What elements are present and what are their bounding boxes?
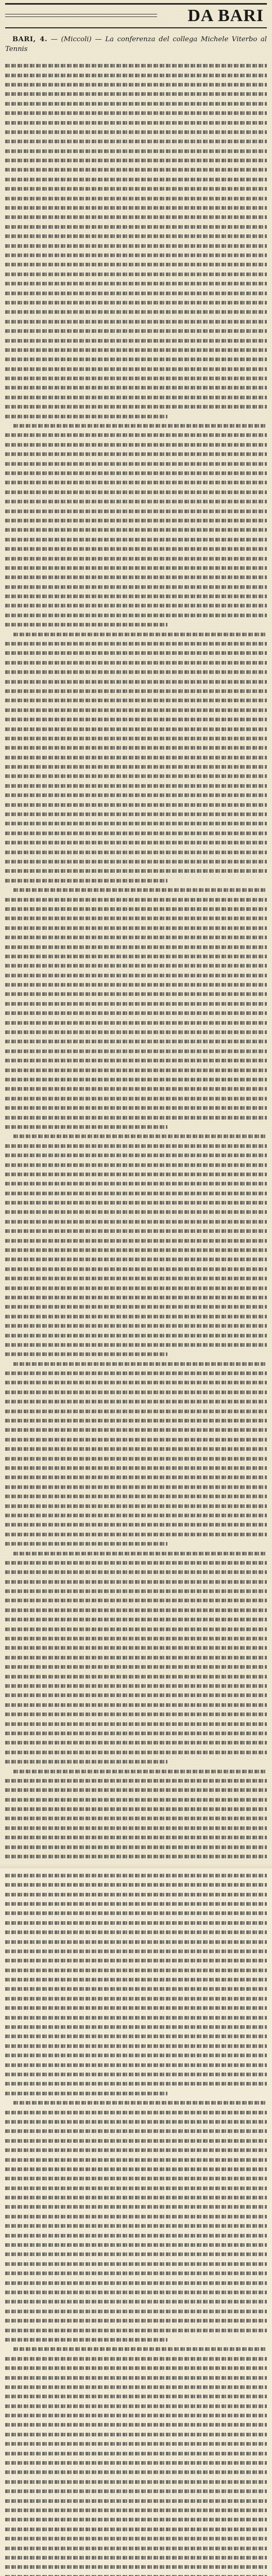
illegible-text-line	[5, 383, 267, 392]
illegible-text-line	[5, 961, 267, 970]
illegible-text-line	[5, 1340, 267, 1349]
illegible-text-line	[5, 1416, 267, 1425]
illegible-text-line	[5, 989, 267, 998]
illegible-text-line	[5, 1946, 267, 1956]
illegible-text-line	[5, 980, 267, 989]
illegible-text-line	[5, 2515, 267, 2524]
illegible-text-line	[5, 506, 267, 516]
illegible-text-line	[5, 667, 267, 676]
illegible-text-line	[5, 999, 267, 1008]
illegible-text-line	[5, 1681, 267, 1690]
illegible-text-line	[5, 1321, 267, 1330]
article-body-text	[5, 61, 267, 2576]
illegible-text-line	[5, 1899, 267, 1908]
illegible-text-line	[5, 250, 267, 260]
illegible-text-line	[5, 1833, 267, 1842]
illegible-text-line	[5, 478, 267, 487]
illegible-text-line	[5, 2316, 267, 2325]
illegible-text-line	[5, 1871, 267, 1880]
illegible-text-line	[5, 1520, 267, 1529]
paper-edge	[0, 1863, 272, 1868]
illegible-text-line	[5, 1880, 267, 1889]
illegible-text-line	[5, 2401, 267, 2411]
illegible-text-line	[5, 2259, 267, 2268]
illegible-text-line	[5, 364, 267, 374]
illegible-text-line	[5, 2183, 267, 2193]
illegible-text-line	[5, 1454, 267, 1463]
illegible-text-line	[5, 1586, 267, 1596]
illegible-text-line	[5, 1937, 267, 1946]
illegible-text-line	[5, 2439, 267, 2448]
illegible-text-line	[5, 696, 267, 705]
illegible-text-line	[5, 1056, 267, 1065]
illegible-text-line	[5, 753, 267, 762]
illegible-text-line	[5, 895, 267, 904]
illegible-text-line	[5, 1615, 267, 1624]
illegible-text-line	[5, 269, 267, 279]
illegible-text-line	[5, 345, 267, 354]
illegible-text-line	[5, 1634, 267, 1643]
illegible-text-line	[5, 279, 267, 288]
illegible-text-line	[5, 1008, 267, 1018]
illegible-text-line	[5, 734, 267, 743]
illegible-text-line	[5, 1387, 267, 1397]
illegible-text-line	[5, 591, 267, 601]
illegible-text-line	[5, 184, 267, 193]
article-subhead: La conferenza del collega Michele Viterbo al Tennis	[5, 36, 267, 53]
illegible-text-line	[5, 2553, 267, 2562]
illegible-text-line	[5, 2240, 267, 2249]
illegible-text-line	[5, 118, 267, 127]
illegible-text-line	[5, 146, 267, 156]
illegible-text-line	[5, 1094, 267, 1103]
illegible-text-line	[5, 1757, 267, 1766]
illegible-text-line	[5, 828, 267, 838]
illegible-text-line	[5, 1170, 267, 1179]
illegible-text-line	[5, 2174, 267, 2183]
illegible-text-line	[5, 1605, 267, 1615]
illegible-text-line	[5, 639, 267, 648]
illegible-text-line	[5, 913, 267, 923]
illegible-text-line	[5, 2126, 267, 2136]
illegible-text-line	[5, 781, 267, 790]
illegible-text-line	[5, 108, 267, 117]
illegible-text-line	[5, 2013, 267, 2022]
illegible-text-line	[5, 2136, 267, 2145]
illegible-text-line	[5, 2392, 267, 2401]
illegible-text-line	[5, 2326, 267, 2335]
illegible-text-line	[5, 222, 267, 231]
illegible-text-line	[5, 1890, 267, 1899]
illegible-text-line	[5, 402, 267, 411]
illegible-text-line	[5, 1965, 267, 1975]
illegible-text-line	[5, 459, 267, 468]
illegible-text-line	[5, 1084, 267, 1093]
illegible-text-line	[5, 449, 267, 459]
illegible-text-line	[5, 1264, 267, 1274]
illegible-text-line	[5, 1852, 267, 1861]
dateline: BARI, 4.	[12, 36, 47, 44]
illegible-text-line	[5, 1748, 267, 1757]
illegible-text-line	[5, 2382, 267, 2392]
illegible-text-line	[5, 317, 267, 326]
illegible-text-line	[5, 2003, 267, 2012]
illegible-text-line	[5, 876, 267, 885]
illegible-text-line	[5, 2060, 267, 2070]
illegible-text-line	[5, 1795, 267, 1804]
illegible-text-line	[5, 2430, 267, 2439]
illegible-text-line	[5, 1141, 267, 1150]
illegible-text-line	[5, 336, 267, 345]
illegible-text-line	[5, 430, 267, 439]
illegible-text-line	[5, 544, 267, 553]
illegible-text-line	[5, 923, 267, 933]
illegible-text-line	[5, 582, 267, 591]
illegible-text-line	[5, 2268, 267, 2278]
illegible-text-line	[5, 2524, 267, 2534]
illegible-text-line	[5, 2155, 267, 2164]
illegible-text-line	[5, 1027, 267, 1037]
illegible-text-line	[5, 658, 267, 667]
illegible-text-line	[5, 1823, 267, 1833]
illegible-text-line	[5, 2249, 267, 2259]
illegible-text-line	[5, 2505, 267, 2515]
illegible-text-line	[5, 2031, 267, 2041]
illegible-text-line	[5, 1217, 267, 1226]
illegible-text-line	[5, 1984, 267, 1993]
illegible-text-line	[5, 2354, 267, 2363]
illegible-text-line	[5, 1709, 267, 1719]
illegible-text-line	[5, 2231, 267, 2240]
illegible-text-line	[5, 1397, 267, 1406]
illegible-text-line	[5, 2477, 267, 2486]
illegible-text-line	[5, 2373, 267, 2382]
illegible-text-line	[5, 99, 267, 108]
illegible-text-line	[5, 1435, 267, 1444]
illegible-text-line	[5, 790, 267, 800]
illegible-text-line	[5, 1956, 267, 1965]
illegible-text-line	[5, 71, 267, 80]
illegible-text-line	[5, 1349, 267, 1359]
illegible-text-line	[5, 2221, 267, 2230]
illegible-text-line	[5, 260, 267, 269]
illegible-text-line	[5, 2089, 267, 2098]
illegible-text-line	[5, 933, 267, 942]
illegible-text-line	[5, 525, 267, 534]
illegible-text-line	[5, 866, 267, 875]
illegible-text-line	[5, 2335, 267, 2344]
illegible-text-line	[5, 1643, 267, 1652]
illegible-text-line	[5, 1359, 267, 1368]
illegible-text-line	[5, 2486, 267, 2496]
illegible-text-line	[5, 2562, 267, 2571]
illegible-text-line	[5, 1406, 267, 1416]
illegible-text-line	[5, 971, 267, 980]
illegible-text-line	[5, 497, 267, 506]
illegible-text-line	[5, 1331, 267, 1340]
illegible-text-line	[5, 2458, 267, 2467]
illegible-text-line	[5, 1577, 267, 1586]
illegible-text-line	[5, 2344, 267, 2353]
illegible-text-line	[5, 412, 267, 421]
illegible-text-line	[5, 1245, 267, 1255]
illegible-text-line	[5, 1378, 267, 1387]
illegible-text-line	[5, 1700, 267, 1709]
illegible-text-line	[5, 1189, 267, 1198]
illegible-text-line	[5, 601, 267, 610]
illegible-text-line	[5, 1549, 267, 1558]
illegible-text-line	[5, 165, 267, 174]
illegible-text-line	[5, 1927, 267, 1937]
illegible-text-line	[5, 1444, 267, 1453]
illegible-text-line	[5, 1511, 267, 1520]
illegible-text-line	[5, 819, 267, 828]
illegible-text-line	[5, 2164, 267, 2174]
illegible-text-line	[5, 1065, 267, 1075]
illegible-text-line	[5, 885, 267, 894]
illegible-text-line	[5, 1539, 267, 1548]
illegible-text-line	[5, 1975, 267, 1984]
illegible-text-line	[5, 1719, 267, 1728]
illegible-text-line	[5, 677, 267, 686]
illegible-text-line	[5, 952, 267, 961]
illegible-text-line	[5, 686, 267, 696]
illegible-text-line	[5, 516, 267, 525]
illegible-text-line	[5, 468, 267, 478]
illegible-text-line	[5, 904, 267, 913]
illegible-text-line	[5, 1785, 267, 1794]
illegible-text-line	[5, 1463, 267, 1472]
illegible-text-line	[5, 354, 267, 364]
illegible-text-line	[5, 1738, 267, 1747]
illegible-text-line	[5, 1075, 267, 1084]
illegible-text-line	[5, 715, 267, 724]
illegible-text-line	[5, 563, 267, 572]
illegible-text-line	[5, 2202, 267, 2211]
illegible-text-line	[5, 2050, 267, 2060]
illegible-text-line	[5, 2212, 267, 2221]
illegible-text-line	[5, 203, 267, 212]
illegible-text-line	[5, 2467, 267, 2477]
illegible-text-line	[5, 554, 267, 563]
illegible-text-line	[5, 1662, 267, 1671]
illegible-text-line	[5, 743, 267, 752]
illegible-text-line	[5, 535, 267, 544]
section-header	[5, 3, 267, 28]
illegible-text-line	[5, 1207, 267, 1216]
illegible-text-line	[5, 1624, 267, 1634]
illegible-text-line	[5, 1312, 267, 1321]
illegible-text-line	[5, 289, 267, 298]
illegible-text-line	[5, 648, 267, 657]
illegible-text-line	[5, 2411, 267, 2420]
illegible-text-line	[5, 1160, 267, 1170]
illegible-text-line	[5, 848, 267, 857]
illegible-text-line	[5, 1767, 267, 1776]
illegible-text-line	[5, 1150, 267, 1160]
illegible-text-line	[5, 1046, 267, 1056]
illegible-text-line	[5, 1113, 267, 1122]
illegible-text-line	[5, 771, 267, 781]
illegible-text-line	[5, 421, 267, 430]
illegible-text-line	[5, 1236, 267, 1245]
illegible-text-line	[5, 1368, 267, 1378]
illegible-text-line	[5, 487, 267, 497]
illegible-text-line	[5, 1814, 267, 1823]
illegible-text-line	[5, 2070, 267, 2079]
illegible-text-line	[5, 809, 267, 819]
illegible-text-line	[5, 1293, 267, 1302]
illegible-text-line	[5, 307, 267, 316]
illegible-text-line	[5, 137, 267, 146]
illegible-text-line	[5, 1255, 267, 1264]
illegible-text-line	[5, 2041, 267, 2050]
illegible-text-line	[5, 942, 267, 952]
illegible-text-line	[5, 1018, 267, 1027]
news-article	[5, 35, 267, 2576]
illegible-text-line	[5, 326, 267, 335]
illegible-text-line	[5, 2145, 267, 2155]
illegible-text-line	[5, 1131, 267, 1141]
illegible-text-line	[5, 1122, 267, 1131]
illegible-text-line	[5, 2108, 267, 2117]
illegible-text-line	[5, 1994, 267, 2003]
illegible-text-line	[5, 61, 267, 70]
illegible-text-line	[5, 1226, 267, 1235]
illegible-text-line	[5, 1274, 267, 1283]
illegible-text-line	[5, 212, 267, 222]
header-rule	[5, 14, 157, 17]
illegible-text-line	[5, 127, 267, 137]
illegible-text-line	[5, 1804, 267, 1814]
illegible-text-line	[5, 1908, 267, 1918]
illegible-text-line	[5, 1492, 267, 1501]
illegible-text-line	[5, 1776, 267, 1785]
illegible-text-line	[5, 724, 267, 734]
illegible-text-line	[5, 1179, 267, 1188]
illegible-text-line	[5, 1501, 267, 1511]
illegible-text-line	[5, 705, 267, 715]
illegible-text-line	[5, 2098, 267, 2107]
illegible-text-line	[5, 194, 267, 203]
illegible-text-line	[5, 2297, 267, 2306]
section-heading: DA BARI	[188, 6, 264, 25]
illegible-text-line	[5, 1728, 267, 1738]
illegible-text-line	[5, 1653, 267, 1662]
illegible-text-line	[5, 1567, 267, 1577]
illegible-text-line	[5, 1672, 267, 1681]
illegible-text-line	[5, 1842, 267, 1852]
illegible-text-line	[5, 838, 267, 847]
illegible-text-line	[5, 2534, 267, 2543]
illegible-text-line	[5, 1472, 267, 1482]
illegible-text-line	[5, 2287, 267, 2297]
illegible-text-line	[5, 2278, 267, 2287]
illegible-text-line	[5, 156, 267, 165]
illegible-text-line	[5, 1918, 267, 1927]
illegible-text-line	[5, 175, 267, 184]
illegible-text-line	[5, 2449, 267, 2458]
illegible-text-line	[5, 1283, 267, 1293]
illegible-text-line	[5, 440, 267, 449]
illegible-text-line	[5, 393, 267, 402]
illegible-text-line	[5, 2193, 267, 2202]
illegible-text-line	[5, 1302, 267, 1311]
illegible-text-line	[5, 2496, 267, 2505]
illegible-text-line	[5, 2544, 267, 2553]
illegible-text-line	[5, 1037, 267, 1046]
illegible-text-line	[5, 298, 267, 307]
illegible-text-line	[5, 630, 267, 639]
illegible-text-line	[5, 2022, 267, 2031]
illegible-text-line	[5, 1198, 267, 1207]
illegible-text-line	[5, 1558, 267, 1567]
illegible-text-line	[5, 1530, 267, 1539]
illegible-text-line	[5, 2572, 267, 2576]
article-lead: BARI, 4. — (Miccoli) — La conferenza del collega Michele Viterbo al Tennis	[5, 36, 267, 53]
illegible-text-line	[5, 241, 267, 250]
illegible-text-line	[5, 800, 267, 809]
illegible-text-line	[5, 89, 267, 98]
illegible-text-line	[5, 2420, 267, 2429]
illegible-text-line	[5, 620, 267, 629]
illegible-text-line	[5, 374, 267, 383]
illegible-text-line	[5, 857, 267, 866]
illegible-text-line	[5, 80, 267, 89]
illegible-text-line	[5, 1596, 267, 1605]
illegible-text-line	[5, 1482, 267, 1492]
illegible-text-line	[5, 762, 267, 771]
illegible-text-line	[5, 611, 267, 620]
illegible-text-line	[5, 2117, 267, 2126]
illegible-text-line	[5, 2307, 267, 2316]
illegible-text-line	[5, 2363, 267, 2372]
illegible-text-line	[5, 231, 267, 241]
illegible-text-line	[5, 1103, 267, 1112]
illegible-text-line	[5, 2079, 267, 2088]
illegible-text-line	[5, 1425, 267, 1434]
byline: (Miccoli)	[61, 36, 92, 44]
illegible-text-line	[5, 572, 267, 582]
illegible-text-line	[5, 1690, 267, 1700]
